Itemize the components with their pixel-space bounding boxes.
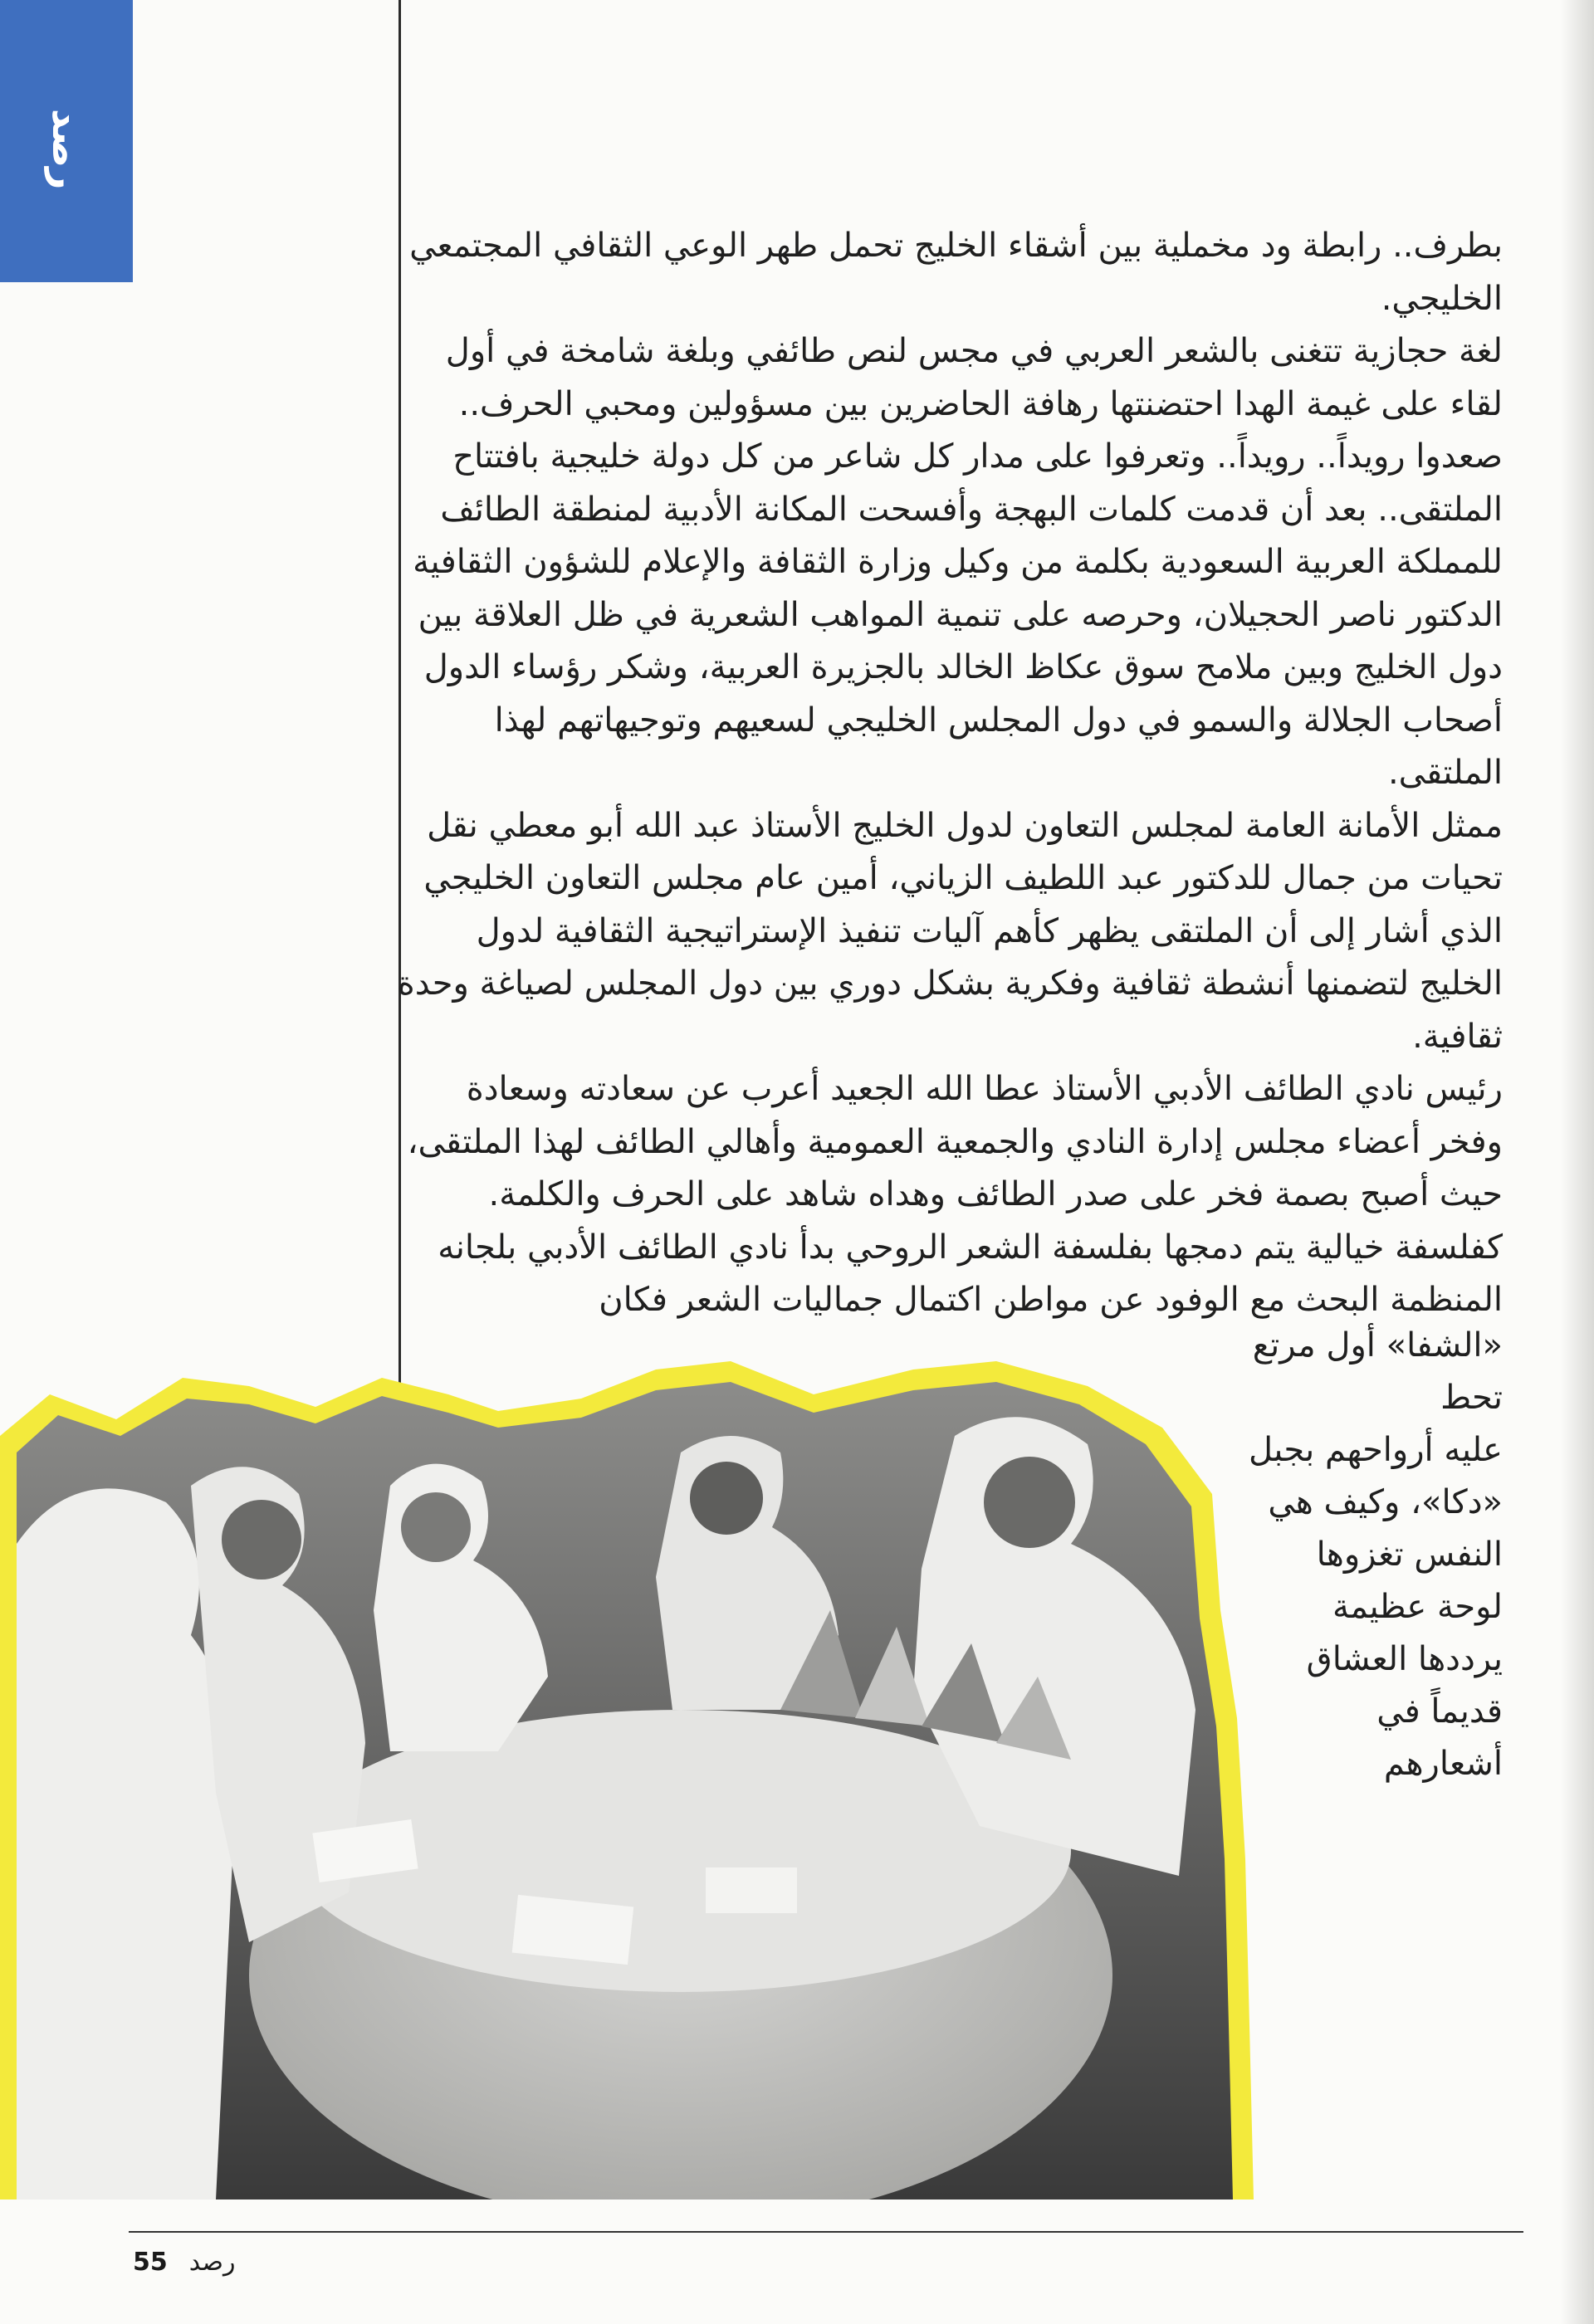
paragraph: ممثل الأمانة العامة لمجلس التعاون لدول الخليج الأستاذ عبد الله أبو معطي نقل تحيات من جمال للدكتور عبد اللطيف الزياني، أمين عام مجلس التعاون الخليجي الذي أشار إلى أن الملتقى يظهر كأهم آليات تنفيذ الإستراتيجية الثقافية لدول الخليج لتضمنها أنشطة ثقافية وفكرية بشكل دوري بين دول المجلس لصياغة وحدة ثقافية. <box>397 806 1503 1056</box>
page-footer <box>133 2241 235 2282</box>
section-tab <box>0 0 133 282</box>
meeting-photo <box>0 1361 1262 2200</box>
section-tab-label: رصد <box>44 109 89 190</box>
person-right-face <box>984 1457 1075 1548</box>
column-line: «الشفا» أول مرتع تحط <box>1252 1326 1503 1417</box>
column-line: يرددها العشاق <box>1306 1640 1503 1678</box>
paragraph: بطرف.. رابطة ود مخملية بين أشقاء الخليج تحمل طهر الوعي الثقافي المجتمعي الخليجي. <box>409 227 1503 318</box>
page-edge-shadow <box>1561 0 1594 2324</box>
person-fourth-face <box>690 1462 763 1535</box>
column-line: أشعارهم <box>1383 1745 1503 1783</box>
column-line: لوحة عظيمة <box>1332 1588 1503 1626</box>
footer-rule <box>129 2231 1523 2233</box>
article-body <box>390 220 1503 1327</box>
column-line: عليه أرواحهم بجبل <box>1248 1431 1503 1469</box>
person-third-face <box>401 1492 471 1562</box>
paragraph: رئيس نادي الطائف الأدبي الأستاذ عطا الله الجعيد أعرب عن سعادته وسعادة وفخر أعضاء مجلس إدارة النادي والجمعية العمومية وأهالي الطائف لهذا الملتقى، حيث أصبح بصمة فخر على صدر الطائف وهداه شاهد على الحرف والكلمة. <box>407 1070 1503 1213</box>
column-line: قديماً في <box>1376 1692 1503 1731</box>
footer-section-label: رصد <box>188 2247 236 2277</box>
person-second-face <box>222 1500 301 1579</box>
paragraph: كفلسفة خيالية يتم دمجها بفلسفة الشعر الروحي بدأ نادي الطائف الأدبي بلجانه المنظمة البحث مع الوفود عن مواطن اكتمال جماليات الشعر فكان <box>438 1228 1503 1319</box>
article-narrow-column <box>1229 1320 1503 1790</box>
column-line: النفس تغزوها <box>1316 1536 1503 1574</box>
page-number: 55 <box>133 2247 168 2277</box>
paragraph: لغة حجازية تتغنى بالشعر العربي في مجس لنص طائفي وبلغة شامخة في أول لقاء على غيمة الهدا احتضنتها رهافة الحاضرين بين مسؤولين ومحبي الحرف.. صعدوا رويداً.. رويداً.. وتعرفوا على مدار كل شاعر من كل دولة خليجية بافتتاح الملتقى.. بعد أن قدمت كلمات البهجة وأفسحت المكانة الأدبية لمنطقة الطائف للمملكة العربية السعودية بكلمة من وكيل وزارة الثقافة والإعلام للشؤون الثقافية الدكتور ناصر الحجيلان، وحرصه على تنمية المواهب الشعرية في ظل العلاقة بين دول الخليج وبين ملامح سوق عكاظ الخالد بالجزيرة العربية، وشكر رؤساء الدول أصحاب الجلالة والسمو في دول المجلس الخليجي لسعيهم وتوجيهاتهم لهذا الملتقى. <box>413 332 1503 792</box>
column-line: «دكا»، وكيف هي <box>1268 1483 1503 1521</box>
